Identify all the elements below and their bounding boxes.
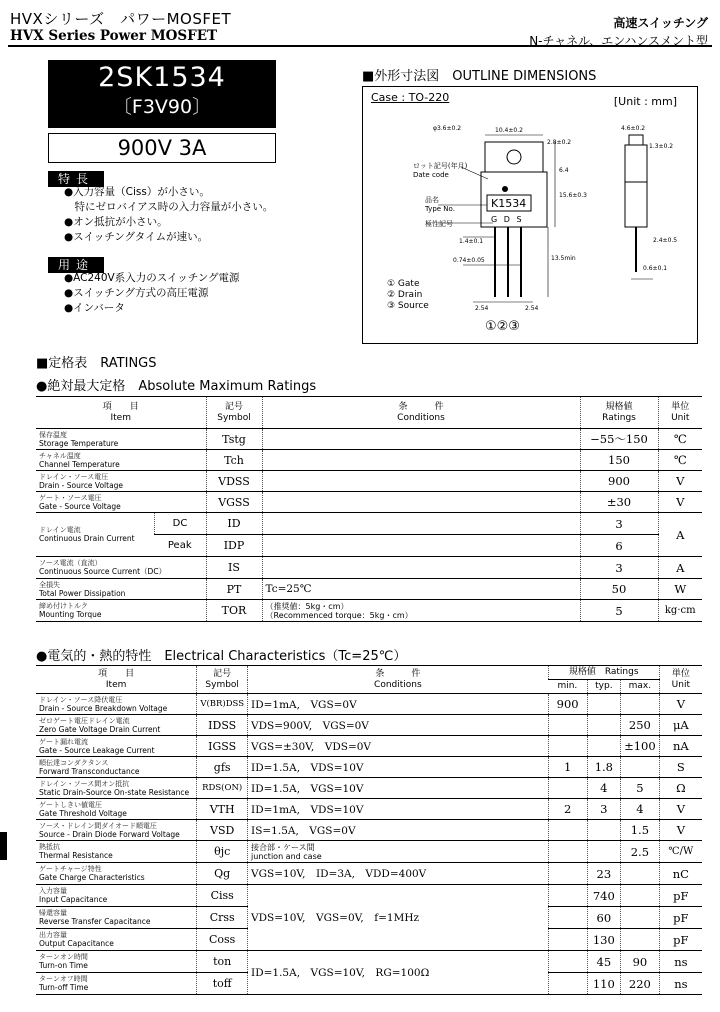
table-row: 順伝達コンダクタンス Forward Transconductance gfs ID=1.5A, VDS=10V 1 1.8 S [36,757,702,778]
col-symbol: 記号 Symbol [197,666,248,694]
table-row: ゲートチャージ特性 Gate Charge Characteristics Qg VGS=10V, ID=3A, VDD=400V 23 nC [36,863,702,885]
table-row: ドレイン・ソース降伏電圧 Drain - Source Breakdown Voltage V(BR)DSS ID=1mA, VGS=0V 900 V [36,694,702,715]
dim-hole: φ3.6±0.2 [433,125,462,132]
table-row: ソース・ドレイン間ダイオード順電圧 Source - Drain Diode Forward Voltage VSD IS=1.5A, VGS=0V 1.5 V [36,820,702,841]
abs-max-title: ●絶対最大定格 Absolute Maximum Ratings [36,379,317,394]
dim-side-lead: 0.6±0.1 [643,265,668,272]
feature-label-1: 高速スイッチング [613,16,708,30]
series-title-en: HVX Series Power MOSFET [10,28,218,44]
page-edge-marker [0,832,7,860]
ratings-title: ■定格表 RATINGS [36,356,157,371]
dim-body: 6.4 [559,167,569,174]
table-row: ソース電流（直流） Continuous Source Current（DC） IS 3 A [36,557,702,579]
feature-label-2: N-チャネル、エンハンスメント型 [529,34,708,48]
table-row: 保存温度 Storage Temperature Tstg −55〜150 ℃ [36,429,702,450]
dim-pitch-2: 2.54 [525,305,539,312]
col-conditions: 条 件 Conditions [248,666,549,694]
table-row: ターンオン時間 Turn-on Time ton ID=1.5A, VGS=10V, RG=100Ω 45 90 ns [36,951,702,973]
applications-list [64,271,240,316]
col-symbol: 記号 Symbol [206,397,262,429]
table-row: ドレイン・ソース電圧 Drain - Source Voltage VDSS 900 V [36,471,702,492]
col-ratings: 規格値 Ratings [548,666,659,680]
table-row: 締め付けトルク Mounting Torque TOR （推奨値：5kg・cm） （Recommenced torque：5kg・cm） 5 kg·cm [36,600,702,622]
label-date: Date code [413,171,449,179]
package-marking: K1534 [491,197,527,210]
pin-numbers: ①②③ [485,319,520,334]
features-tag: 特長 [48,171,104,187]
outline-unit: [Unit : mm] [613,95,677,108]
pin-legend-item: ① Gate [387,279,420,289]
pin-legend-item: ③ Source [387,301,429,311]
dim-tab: 2.8±0.2 [547,139,572,146]
table-row: チャネル温度 Channel Temperature Tch 150 ℃ [36,450,702,471]
applications-item: ●AC240V系入力のスイッチング電源 [64,272,240,284]
col-unit: 単位 Unit [659,666,702,694]
label-lot: ロット記号(年月) [413,162,468,170]
col-min: min. [548,680,587,694]
dim-lead-offset: 2.4±0.5 [653,237,678,244]
applications-item: ●スイッチング方式の高圧電源 [64,287,209,299]
features-item: ●入力容量（Ciss）が小さい。 [64,186,210,198]
table-row: ゲート・ソース電圧 Gate - Source Voltage VGSS ±30 V [36,492,702,513]
col-ratings: 規格値 Ratings [580,397,658,429]
table-row: 出力容量 Output Capacitance Coss 130 pF [36,929,702,951]
outline-title: ■外形寸法図 OUTLINE DIMENSIONS [362,69,597,84]
table-row: ゼロゲート電圧ドレイン電流 Zero Gate Voltage Drain Current IDSS VDS=900V, VGS=0V 250 μA [36,715,702,736]
part-rating: 900V 3A [48,133,276,163]
label-polarity: 極性記号 [425,220,453,228]
col-conditions: 条 件 Conditions [262,397,580,429]
table-row: ドレイン・ソース間オン抵抗 Static Drain-Source On-state Resistance RDS(ON) ID=1.5A, VGS=10V 4 5 Ω [36,778,702,799]
pin-legend [387,279,429,312]
table-row: ゲートしきい値電圧 Gate Threshold Voltage VTH ID=1mA, VDS=10V 2 3 4 V [36,799,702,820]
col-unit: 単位 Unit [658,397,702,429]
dim-thickness: 4.6±0.2 [621,125,646,132]
table-row: Peak IDP 6 [36,535,702,557]
dim-lead-length: 13.5min [551,255,576,262]
elec-title: ●電気的・熱的特性 Electrical Characteristics（Tc=25℃） [36,649,407,664]
part-number-box [48,60,276,128]
features-item: ●オン抵抗が小さい。 [64,216,168,228]
table-row: 熱抵抗 Thermal Resistance θjc 接合部・ケース間 junction and case 2.5 ℃/W [36,841,702,863]
col-typ: typ. [587,680,621,694]
label-type-en: Type No. [425,205,455,213]
col-item: 項 目 Item [36,397,206,429]
col-item: 項 目 Item [36,666,197,694]
elec-table [36,665,702,995]
outline-case: Case : TO-220 [371,91,450,104]
col-max: max. [621,680,660,694]
applications-tag: 用途 [48,257,104,273]
outline-drawing-box [362,86,698,344]
table-row: ターンオフ時間 Turn-off Time toff 110 220 ns [36,973,702,995]
table-row: 全損失 Total Power Dissipation PT Tc=25℃ 50 W [36,579,702,600]
dim-flange: 1.3±0.2 [649,143,674,150]
table-row: 入力容量 Input Capacitance Ciss VDS=10V, VGS=0V, f=1MHz 740 pF [36,885,702,907]
abs-max-table [36,396,702,622]
dim-pitch-1: 2.54 [475,305,489,312]
table-row: ドレイン電流 Continuous Drain Current DC ID 3 A [36,513,702,535]
features-list [64,185,273,245]
dim-lead-thick: 0.74±0.05 [453,257,485,264]
features-item: 特にゼロバイアス時の入力容量が小さい。 [64,201,274,213]
part-number: 2SK1534 [98,62,226,93]
dim-width: 10.4±0.2 [495,127,523,134]
dim-lead-width: 1.4±0.1 [459,238,484,245]
series-title-jp: HVXシリーズ パワーMOSFET [10,10,232,28]
header-rule [8,45,712,47]
table-row: 帰還容量 Reverse Transfer Capacitance Crss 60 pF [36,907,702,929]
applications-item: ●インバータ [64,302,125,314]
label-type-jp: 品名 [425,196,439,204]
table-row: ゲート漏れ電流 Gate - Source Leakage Current IGSS VGS=±30V, VDS=0V ±100 nA [36,736,702,757]
pin-letters: G D S [491,215,524,224]
part-alt-number: 〔F3V90〕 [112,96,212,118]
dim-height: 15.6±0.3 [559,192,587,199]
pin-legend-item: ② Drain [387,290,423,300]
features-item: ●スイッチングタイムが速い。 [64,231,209,243]
